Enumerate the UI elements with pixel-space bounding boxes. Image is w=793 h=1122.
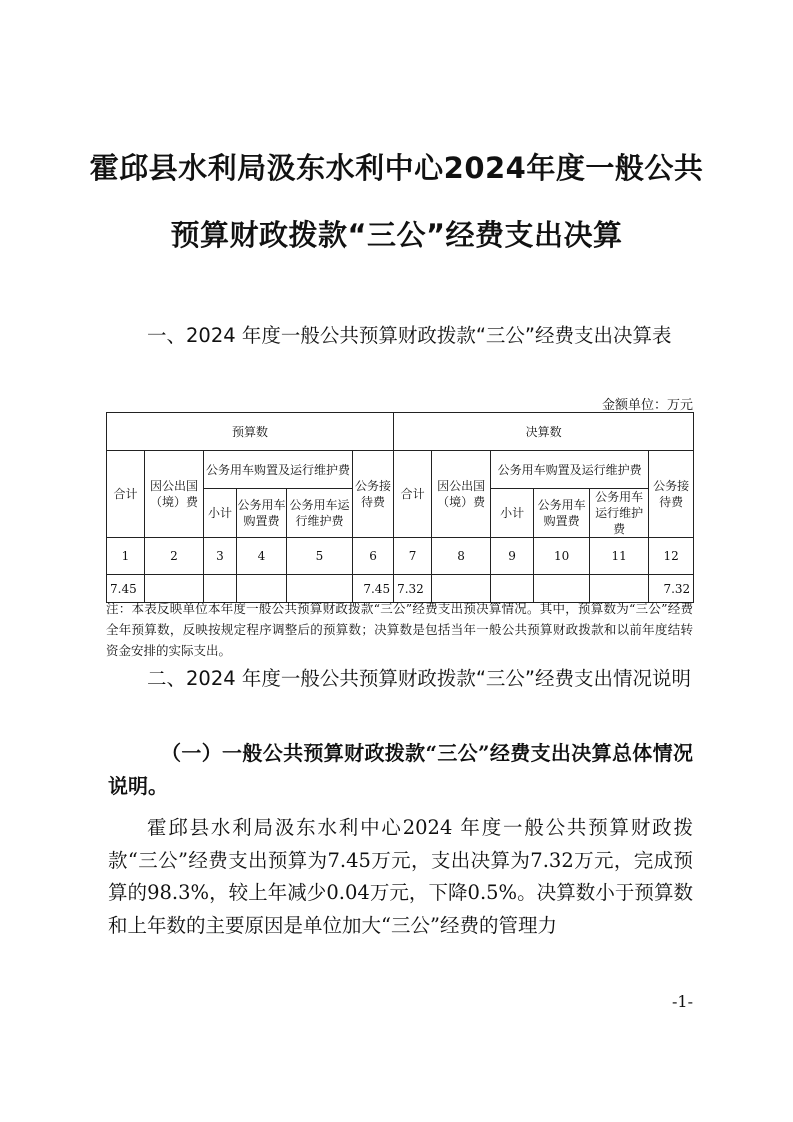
- budget-subtotal-header: 小计: [204, 489, 237, 538]
- budget-vehicle-header: 公务用车购置及运行维护费: [204, 451, 353, 489]
- column-number: 7: [394, 538, 432, 575]
- final-group-header: 决算数: [394, 413, 694, 451]
- final-vehicle-operation-header: 公务用车运行维护费: [590, 489, 649, 538]
- column-number: 12: [649, 538, 694, 575]
- body-paragraph: 霍邱县水利局汲东水利中心2024 年度一般公共预算财政拨款“三公”经费支出预算为7.45万元，支出决算为7.32万元，完成预算的98.3%，较上年减少0.04万元，下降0.5%。决算数小于预算数和上年数的主要原因是单位加大“三公”经费的管理力: [108, 816, 693, 937]
- budget-vehicle-purchase-header: 公务用车购置费: [237, 489, 287, 538]
- subsection1-heading: （一）一般公共预算财政拨款“三公”经费支出决算总体情况说明。: [108, 741, 693, 798]
- column-number: 1: [107, 538, 145, 575]
- section1-heading: 一、2024 年度一般公共预算财政拨款“三公”经费支出决算表: [147, 324, 672, 347]
- final-reception-header: 公务接待费: [649, 451, 694, 538]
- column-number: 4: [237, 538, 287, 575]
- section2-heading: 二、2024 年度一般公共预算财政拨款“三公”经费支出情况说明: [147, 667, 692, 690]
- budget-vehicle-operation-header: 公务用车运行维护费: [287, 489, 353, 538]
- final-abroad-header: 因公出国（境）费: [432, 451, 491, 538]
- value-cell: 7.32: [394, 575, 432, 603]
- column-number: 2: [145, 538, 204, 575]
- document-title-line2: 预算财政拨款“三公”经费支出决算: [170, 218, 623, 252]
- value-cell: 7.45: [353, 575, 394, 603]
- page-number: -1-: [672, 992, 693, 1011]
- document-title-line1: 霍邱县水利局汲东水利中心2024年度一般公共: [89, 151, 704, 185]
- final-total-header: 合计: [394, 451, 432, 538]
- column-number: 5: [287, 538, 353, 575]
- value-cell: 7.32: [649, 575, 694, 603]
- column-number: 8: [432, 538, 491, 575]
- column-number: 11: [590, 538, 649, 575]
- table-note: 注：本表反映单位本年度一般公共预算财政拨款“三公”经费支出预决算情况。其中，预算数为“三公”经费全年预算数，反映按规定程序调整后的预算数；决算数是包括当年一般公共预算财政拨款和以前年度结转资金安排的实际支出。: [106, 601, 693, 658]
- three-public-expenses-table: [106, 412, 694, 603]
- value-cell: 7.45: [107, 575, 145, 603]
- final-vehicle-purchase-header: 公务用车购置费: [534, 489, 590, 538]
- budget-reception-header: 公务接待费: [353, 451, 394, 538]
- final-subtotal-header: 小计: [491, 489, 534, 538]
- budget-total-header: 合计: [107, 451, 145, 538]
- column-number: 6: [353, 538, 394, 575]
- column-number: 10: [534, 538, 590, 575]
- column-number: 3: [204, 538, 237, 575]
- final-vehicle-header: 公务用车购置及运行维护费: [491, 451, 649, 489]
- budget-abroad-header: 因公出国（境）费: [145, 451, 204, 538]
- column-number: 9: [491, 538, 534, 575]
- unit-label: 金额单位：万元: [601, 398, 693, 413]
- budget-group-header: 预算数: [107, 413, 394, 451]
